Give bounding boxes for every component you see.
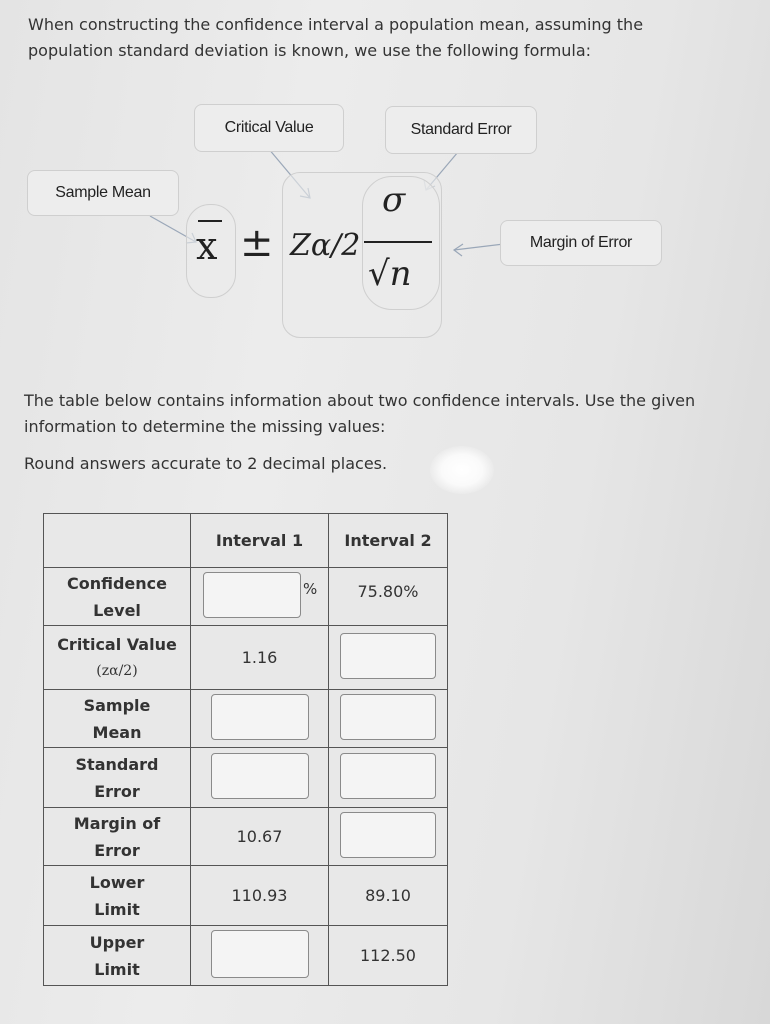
question-line-1: The table below contains information about two confidence intervals. Use the given <box>24 391 696 410</box>
row-label <box>44 808 191 866</box>
intervals-table <box>43 513 448 986</box>
row-label-line-2: Mean <box>92 722 142 742</box>
critical-value-interval-1-cell: 1.16 <box>191 626 329 690</box>
row-label <box>44 866 191 926</box>
upper-limit-interval-2-cell: 112.50 <box>329 926 448 986</box>
upper-limit-interval-1-cell <box>191 926 329 986</box>
question-line-2: information to determine the missing values: <box>24 417 386 436</box>
sample-mean-label: Sample Mean <box>55 184 151 201</box>
sqrt-n-symbol <box>368 254 412 294</box>
fraction-bar <box>364 241 432 243</box>
row-label <box>44 748 191 808</box>
standard-error-interval-1-input[interactable] <box>211 753 309 799</box>
row-label-line-1: Margin of <box>73 813 161 833</box>
sample-mean-interval-1-input[interactable] <box>211 694 309 740</box>
percent-suffix: % <box>303 580 318 598</box>
standard-error-interval-2-cell <box>329 748 448 808</box>
lower-limit-interval-1-cell: 110.93 <box>191 866 329 926</box>
z-critical-text: Zα/2 <box>290 228 361 263</box>
table-row <box>44 808 448 866</box>
standard-error-interval-2-input[interactable] <box>340 753 436 799</box>
confidence-level-interval-1-cell <box>191 568 329 626</box>
screen-glare <box>430 446 494 494</box>
xbar-symbol <box>196 224 217 268</box>
intro-line-2: population standard deviation is known, we use the following formula: <box>28 41 592 60</box>
row-label <box>44 690 191 748</box>
row-label-line-1: Sample <box>83 695 151 715</box>
standard-error-interval-1-cell <box>191 748 329 808</box>
row-label-line-2: (zα/2) <box>96 662 138 679</box>
row-label-line-2: Error <box>94 840 140 860</box>
rounding-note: Round answers accurate to 2 decimal places. <box>24 454 388 473</box>
row-label-line-1: Standard <box>75 754 159 774</box>
upper-limit-interval-1-input[interactable] <box>211 930 309 978</box>
standard-error-callout <box>385 106 537 154</box>
question-text <box>24 388 744 440</box>
plusminus-symbol <box>240 220 274 266</box>
row-label <box>44 926 191 986</box>
row-label <box>44 626 191 690</box>
header-interval-1: Interval 1 <box>191 514 329 568</box>
table-row <box>44 748 448 808</box>
table-row <box>44 866 448 926</box>
table-row <box>44 568 448 626</box>
critical-value-interval-2-input[interactable] <box>340 633 436 679</box>
formula-diagram <box>0 0 770 380</box>
sigma-text: σ <box>382 180 406 220</box>
sample-mean-callout <box>27 170 179 216</box>
margin-of-error-callout <box>500 220 662 266</box>
z-critical-symbol <box>290 228 360 263</box>
row-label-line-1: Upper <box>89 932 145 952</box>
margin-of-error-interval-1-cell: 10.67 <box>191 808 329 866</box>
row-label-line-2: Error <box>94 781 140 801</box>
header-empty-cell <box>44 514 191 568</box>
row-label-line-1: Critical Value <box>57 634 177 654</box>
sample-mean-interval-1-cell <box>191 690 329 748</box>
row-label-line-2: Limit <box>94 959 140 979</box>
critical-value-interval-2-cell <box>329 626 448 690</box>
row-label-line-1: Lower <box>89 872 145 892</box>
table-row <box>44 626 448 690</box>
lower-limit-interval-2-cell: 89.10 <box>329 866 448 926</box>
standard-error-label: Standard Error <box>410 121 512 138</box>
critical-value-label: Critical Value <box>224 119 314 136</box>
confidence-level-interval-2-cell: 75.80% <box>329 568 448 626</box>
table-header-row <box>44 514 448 568</box>
critical-value-callout <box>194 104 344 152</box>
xbar-text: x <box>196 224 218 268</box>
row-label-line-1: Confidence <box>66 573 167 593</box>
intro-line-1: When constructing the confidence interval a population mean, assuming the <box>28 15 644 34</box>
table-row <box>44 926 448 986</box>
margin-of-error-interval-2-cell <box>329 808 448 866</box>
header-interval-2: Interval 2 <box>329 514 448 568</box>
plusminus-text: ± <box>240 220 274 266</box>
table-row <box>44 690 448 748</box>
margin-of-error-label: Margin of Error <box>529 234 633 251</box>
row-label-line-2: Limit <box>94 899 140 919</box>
sigma-symbol <box>382 180 405 220</box>
row-label <box>44 568 191 626</box>
confidence-level-interval-1-input[interactable] <box>203 572 301 618</box>
margin-of-error-interval-2-input[interactable] <box>340 812 436 858</box>
sqrt-n-text: √n <box>368 254 412 294</box>
row-label-line-2: Level <box>93 600 141 620</box>
sample-mean-interval-2-input[interactable] <box>340 694 436 740</box>
sample-mean-interval-2-cell <box>329 690 448 748</box>
